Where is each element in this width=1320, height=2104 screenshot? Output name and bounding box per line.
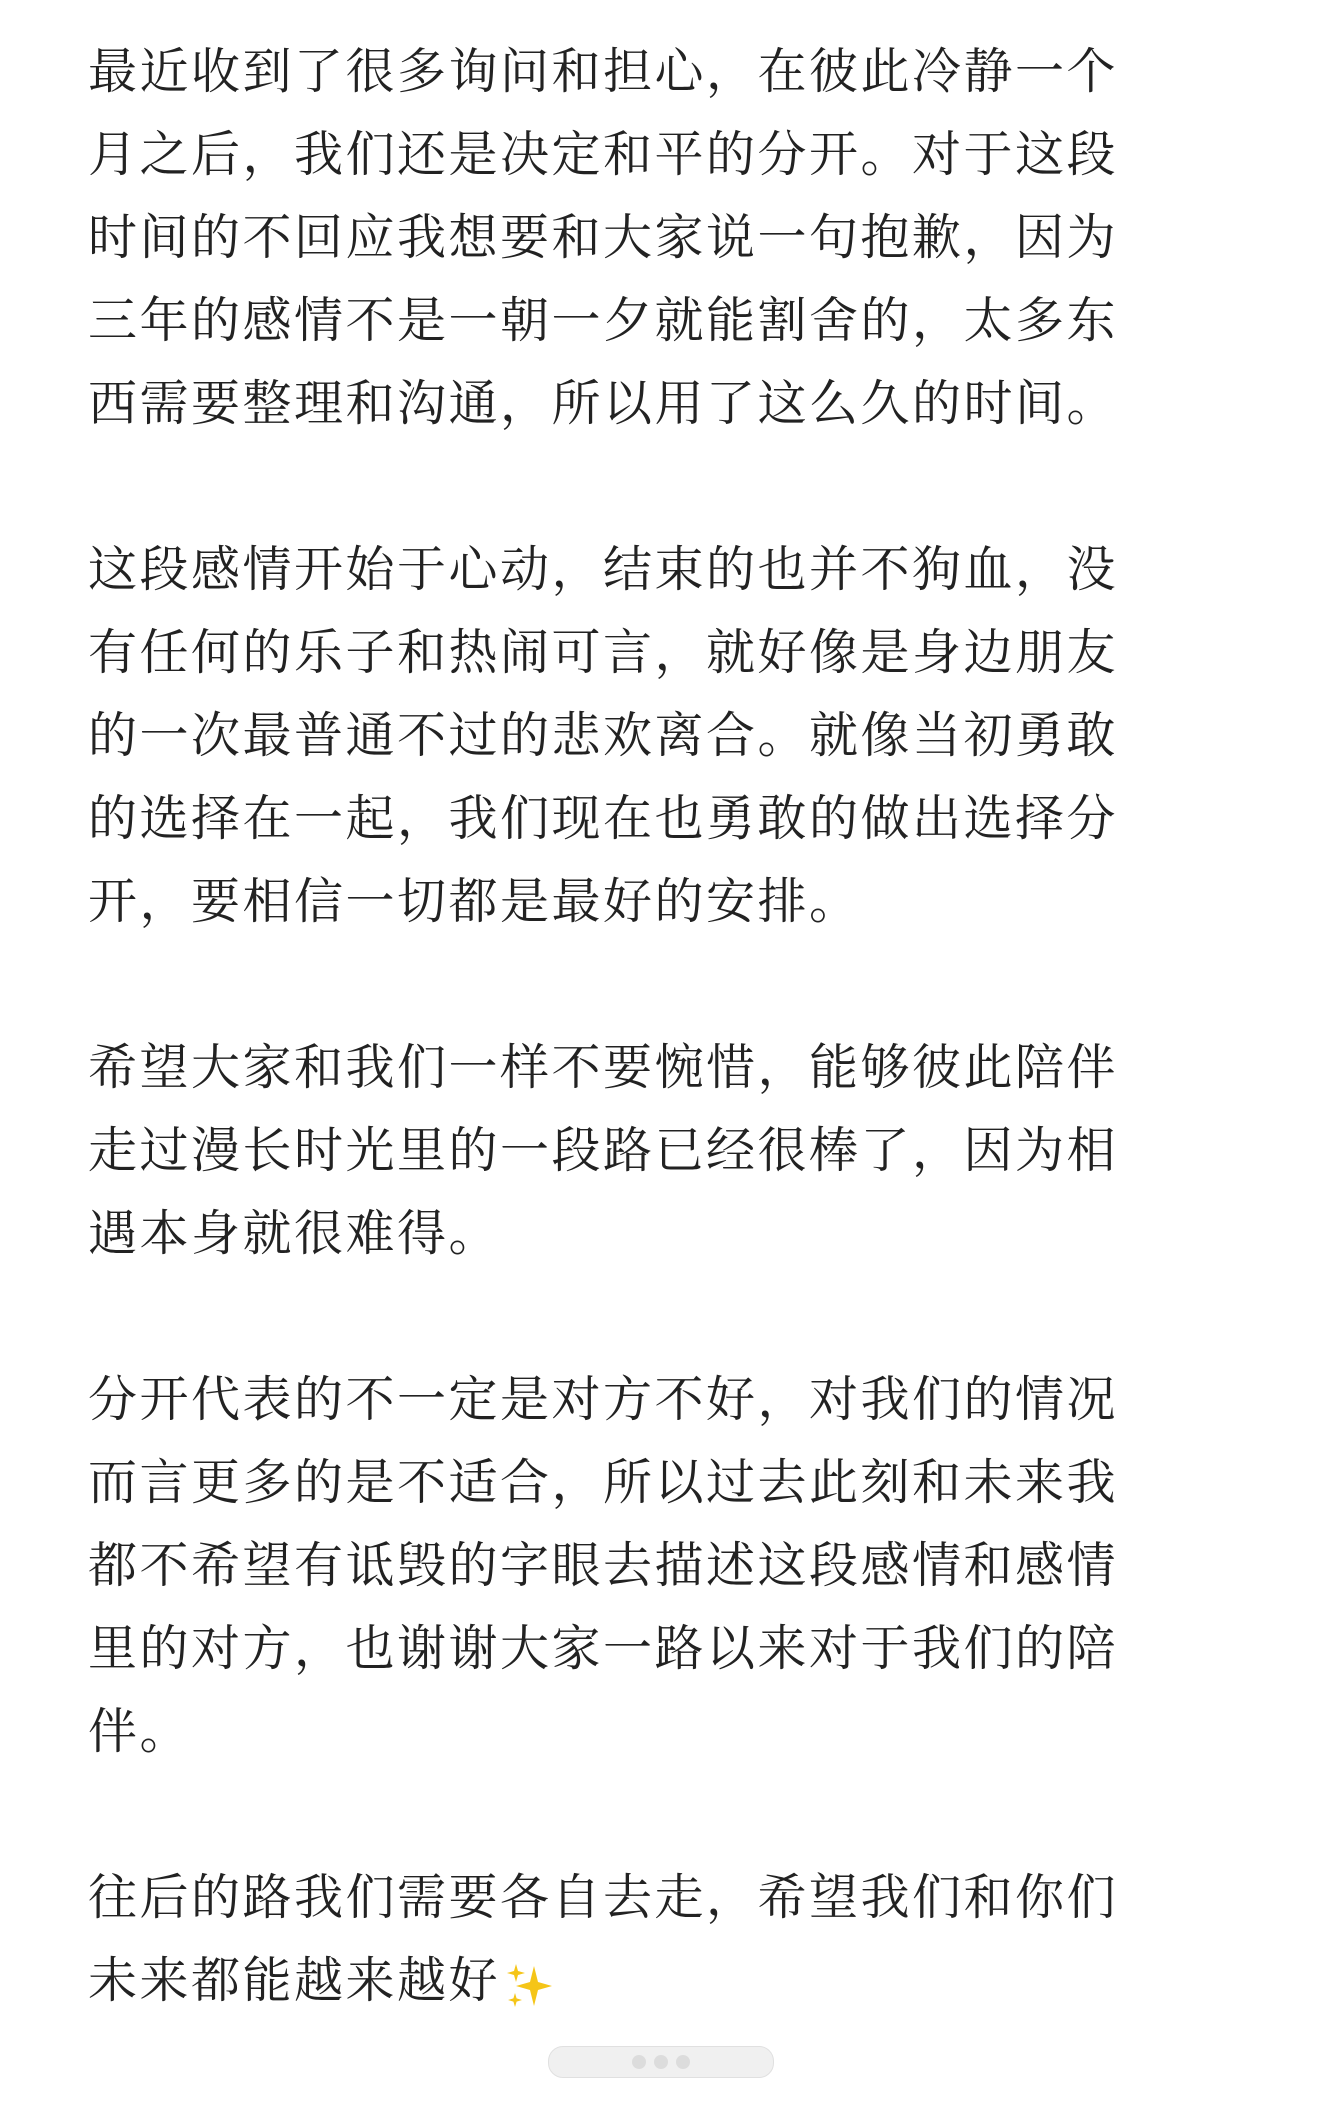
text-line: 里的对方，也谢谢大家一路以来对于我们的陪 xyxy=(88,1620,1119,1677)
text-line: 三年的感情不是一朝一夕就能割舍的，太多东 xyxy=(88,292,1119,349)
post-body xyxy=(88,30,1218,2022)
text-line: 往后的路我们需要各自去走，希望我们和你们 xyxy=(88,1869,1119,1926)
loading-dot xyxy=(654,2055,668,2069)
text-line: 走过漫长时光里的一段路已经很棒了，因为相 xyxy=(88,1122,1119,1179)
loading-indicator xyxy=(548,2046,774,2078)
text-line: 开，要相信一切都是最好的安排。 xyxy=(88,873,861,930)
text-line: 未来都能越来越好 xyxy=(88,1952,501,2009)
loading-dot xyxy=(632,2055,646,2069)
text-line: 这段感情开始于心动，结束的也并不狗血，没 xyxy=(88,541,1119,598)
text-line: 西需要整理和沟通，所以用了这么久的时间。 xyxy=(88,375,1119,432)
text-line: 最近收到了很多询问和担心，在彼此冷静一个 xyxy=(88,43,1119,100)
text-line: 都不希望有诋毁的字眼去描述这段感情和感情 xyxy=(88,1537,1119,1594)
text-line: 伴。 xyxy=(88,1703,192,1760)
text-line: 而言更多的是不适合，所以过去此刻和未来我 xyxy=(88,1454,1119,1511)
loading-dot xyxy=(676,2055,690,2069)
text-line: 遇本身就很难得。 xyxy=(88,1205,501,1262)
text-line: 分开代表的不一定是对方不好，对我们的情况 xyxy=(88,1371,1119,1428)
text-line: 时间的不回应我想要和大家说一句抱歉，因为 xyxy=(88,209,1119,266)
paragraph-3 xyxy=(88,1026,1218,1275)
paragraph-5 xyxy=(88,1856,1218,2022)
text-line: 的一次最普通不过的悲欢离合。就像当初勇敢 xyxy=(88,707,1119,764)
sparkles-icon xyxy=(504,1954,556,2006)
text-line-with-icon xyxy=(88,1939,1218,2022)
text-line: 希望大家和我们一样不要惋惜，能够彼此陪伴 xyxy=(88,1039,1119,1096)
paragraph-4 xyxy=(88,1358,1218,1773)
text-line: 有任何的乐子和热闹可言，就好像是身边朋友 xyxy=(88,624,1119,681)
text-line: 的选择在一起，我们现在也勇敢的做出选择分 xyxy=(88,790,1119,847)
paragraph-1 xyxy=(88,30,1218,445)
paragraph-2 xyxy=(88,528,1218,943)
text-line: 月之后，我们还是决定和平的分开。对于这段 xyxy=(88,126,1119,183)
